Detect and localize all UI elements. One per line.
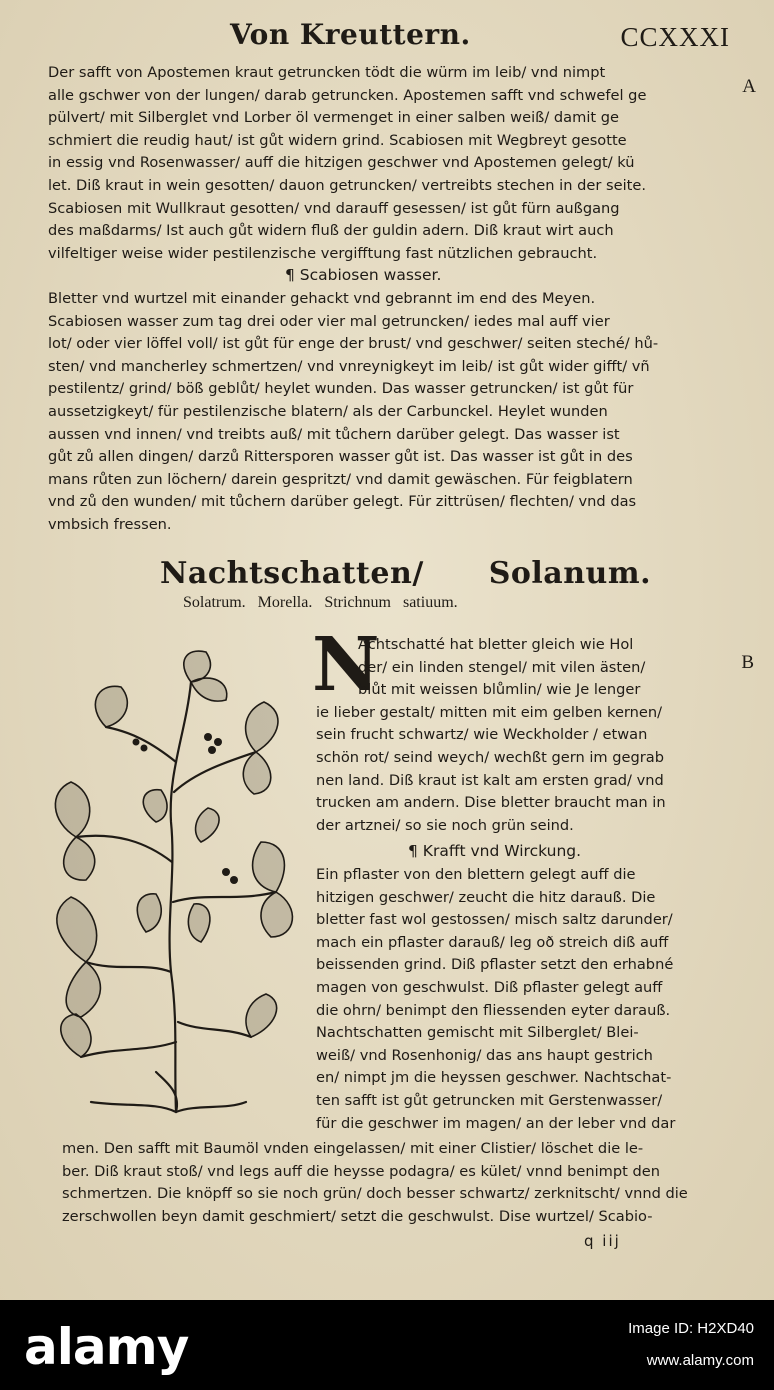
text-line: blůt mit weissen blůmlin/ wie Je lenger bbox=[358, 681, 641, 699]
nightshade-woodcut-illustration bbox=[36, 642, 306, 1117]
image-id-label: Image ID: H2XD40 bbox=[628, 1320, 754, 1337]
folio-number: CCXXXI bbox=[620, 22, 730, 52]
text-line: mans růten zun löchern/ darein gespritzt/ vnd damit gewäschen. Für feigblatern bbox=[48, 470, 633, 488]
title-latin: Solanum. bbox=[488, 556, 652, 591]
text-line: hitzigen geschwer/ zeucht die hitz darauß. Die bbox=[316, 888, 656, 906]
text-line: en/ nimpt jm die heyssen geschwer. Nachtschat- bbox=[316, 1069, 672, 1087]
text-line: schön rot/ seind weych/ wechßt gern im gegrab bbox=[316, 748, 664, 766]
text-line: let. Diß kraut in wein gesotten/ dauon getruncken/ vertreibts stechen in der seite. bbox=[48, 176, 646, 194]
text-line: Ein pflaster von den blettern gelegt auff die bbox=[316, 866, 636, 883]
subheading-krafft-wirckung: ¶ Krafft vnd Wirckung. bbox=[408, 842, 582, 860]
text-line: men. Den safft mit Baumöl vnden eingelassen/ mit einer Clistier/ löschet die le- bbox=[62, 1140, 644, 1157]
site-url-label: www.alamy.com bbox=[646, 1352, 754, 1369]
text-line: die ohrn/ benimpt den fliessenden eyter darauß. bbox=[316, 1001, 671, 1019]
text-line: sein frucht schwartz/ wie Weckholder / etwan bbox=[316, 726, 648, 744]
alamy-logo: alamy bbox=[24, 1318, 189, 1376]
text-block-1 bbox=[48, 62, 738, 265]
text-line: vilfeltiger weise wider pestilenzische vergifftung fast nützlichen gebraucht. bbox=[48, 244, 598, 262]
text-line: lot/ oder vier löffel voll/ ist gůt für enge der brust/ vnd geschwer/ seiten steché/ hů- bbox=[48, 335, 659, 353]
text-line: gůt zů allen dingen/ darzů Rittersporen wasser gůt ist. Das wasser ist gůt in des bbox=[48, 448, 633, 466]
text-line: ber. Diß kraut stoß/ vnd legs auff die heysse podagra/ es kület/ vnnd benimpt den bbox=[62, 1162, 661, 1180]
drop-cap-initial: N bbox=[312, 622, 380, 708]
text-line: Der safft von Apostemen kraut getruncken tödt die würm im leib/ vnd nimpt bbox=[48, 64, 606, 81]
description-column bbox=[316, 634, 734, 837]
text-line: trucken am andern. Dise bletter braucht man in bbox=[316, 794, 666, 812]
text-line: Scabiosen mit Wullkraut gesotten/ vnd darauff gesessen/ ist gůt fürn außgang bbox=[48, 199, 620, 217]
text-line: magen von geschwulst. Diß pflaster gelegt auff bbox=[316, 978, 663, 996]
text-line: Bletter vnd wurtzel mit einander gehackt vnd gebrannt im end des Meyen. bbox=[48, 290, 596, 307]
text-line: vmbsich fressen. bbox=[48, 515, 172, 533]
text-line: beissenden grind. Diß pflaster setzt den erhabné bbox=[316, 956, 674, 974]
text-line: ten safft ist gůt getruncken mit Gerstenwasser/ bbox=[316, 1091, 663, 1109]
text-line: Nachtschatten gemischt mit Silberglet/ Blei- bbox=[316, 1024, 639, 1042]
text-line: alle gschwer von der lungen/ darab getruncken. Apostemen safft vnd schwefel ge bbox=[48, 86, 647, 104]
text-line: bletter fast wol gestossen/ misch saltz darunder/ bbox=[316, 911, 673, 929]
text-line: ie lieber gestalt/ mitten mit eim gelben kernen/ bbox=[316, 703, 663, 721]
subheading-scabiosen-wasser: ¶ Scabiosen wasser. bbox=[285, 266, 442, 284]
effects-column bbox=[316, 864, 734, 1135]
stock-watermark-bar bbox=[0, 1300, 774, 1390]
margin-letter-b: B bbox=[741, 652, 754, 673]
text-line: in essig vnd Rosenwasser/ auff die hitzigen geschwer vnd Apostemen gelegt/ kü bbox=[48, 154, 635, 172]
text-line: zerschwollen beyn damit geschmiert/ setzt die geschwulst. Dise wurtzel/ Scabio- bbox=[62, 1207, 653, 1225]
text-line: schmiert die reudig haut/ ist gůt widern grind. Scabiosen mit Wegbreyt gesotte bbox=[48, 131, 627, 149]
text-line: der/ ein linden stengel/ mit vilen ästen/ bbox=[358, 658, 646, 676]
text-line: aussetzigkeyt/ für pestilenzische blatern/ als der Carbunckel. Heylet wunden bbox=[48, 402, 608, 420]
text-line: aussen vnd innen/ vnd treibts auß/ mit tůchern darüber gelegt. Das wasser ist bbox=[48, 425, 620, 443]
latin-synonyms: Solatrum. Morella. Strichnum satiuum. bbox=[183, 594, 458, 611]
text-line: des maßdarms/ Ist auch gůt widern fluß der guldin adern. Diß kraut wirt auch bbox=[48, 222, 614, 240]
margin-letter-a: A bbox=[742, 76, 756, 97]
text-line: Scabiosen wasser zum tag drei oder vier mal getruncken/ iedes mal auff vier bbox=[48, 312, 610, 330]
text-block-2 bbox=[48, 288, 738, 537]
text-line: schmertzen. Die knöpff so sie noch grün/ doch besser schwartz/ zerknitscht/ vnnd die bbox=[62, 1185, 688, 1203]
title-german: Nachtschatten/ bbox=[160, 556, 424, 591]
text-line: weiß/ vnd Rosenhonig/ das ans haupt gestrich bbox=[316, 1046, 653, 1064]
text-line: pülvert/ mit Silberglet vnd Lorber öl vermenget in einer salben weiß/ damit ge bbox=[48, 109, 619, 127]
text-line: der artznei/ so sie noch grün seind. bbox=[316, 816, 574, 834]
text-line: nen land. Diß kraut ist kalt am ersten grad/ vnd bbox=[316, 771, 664, 789]
text-line: sten/ vnd mancherley schmertzen/ vnd vnreynigkeyt im leib/ ist gůt wider gifft/ vñ bbox=[48, 357, 650, 375]
text-line: vnd zů den wunden/ mit tůchern darüber gelegt. Für zittrüsen/ flechten/ vnd das bbox=[48, 493, 637, 511]
chapter-title bbox=[160, 556, 651, 591]
signature-mark: q iij bbox=[584, 1232, 621, 1250]
text-line: pestilentz/ grind/ böß geblůt/ heylet wunden. Das wasser getruncken/ ist gůt für bbox=[48, 380, 634, 398]
text-line: für die geschwer im magen/ an der leber vnd dar bbox=[316, 1114, 676, 1132]
text-line: Achtschatté hat bletter gleich wie Hol bbox=[358, 636, 634, 653]
running-title: Von Kreuttern. bbox=[230, 18, 471, 51]
text-line: mach ein pflaster darauß/ leg oð streich diß auff bbox=[316, 933, 669, 951]
text-block-3 bbox=[62, 1138, 738, 1228]
